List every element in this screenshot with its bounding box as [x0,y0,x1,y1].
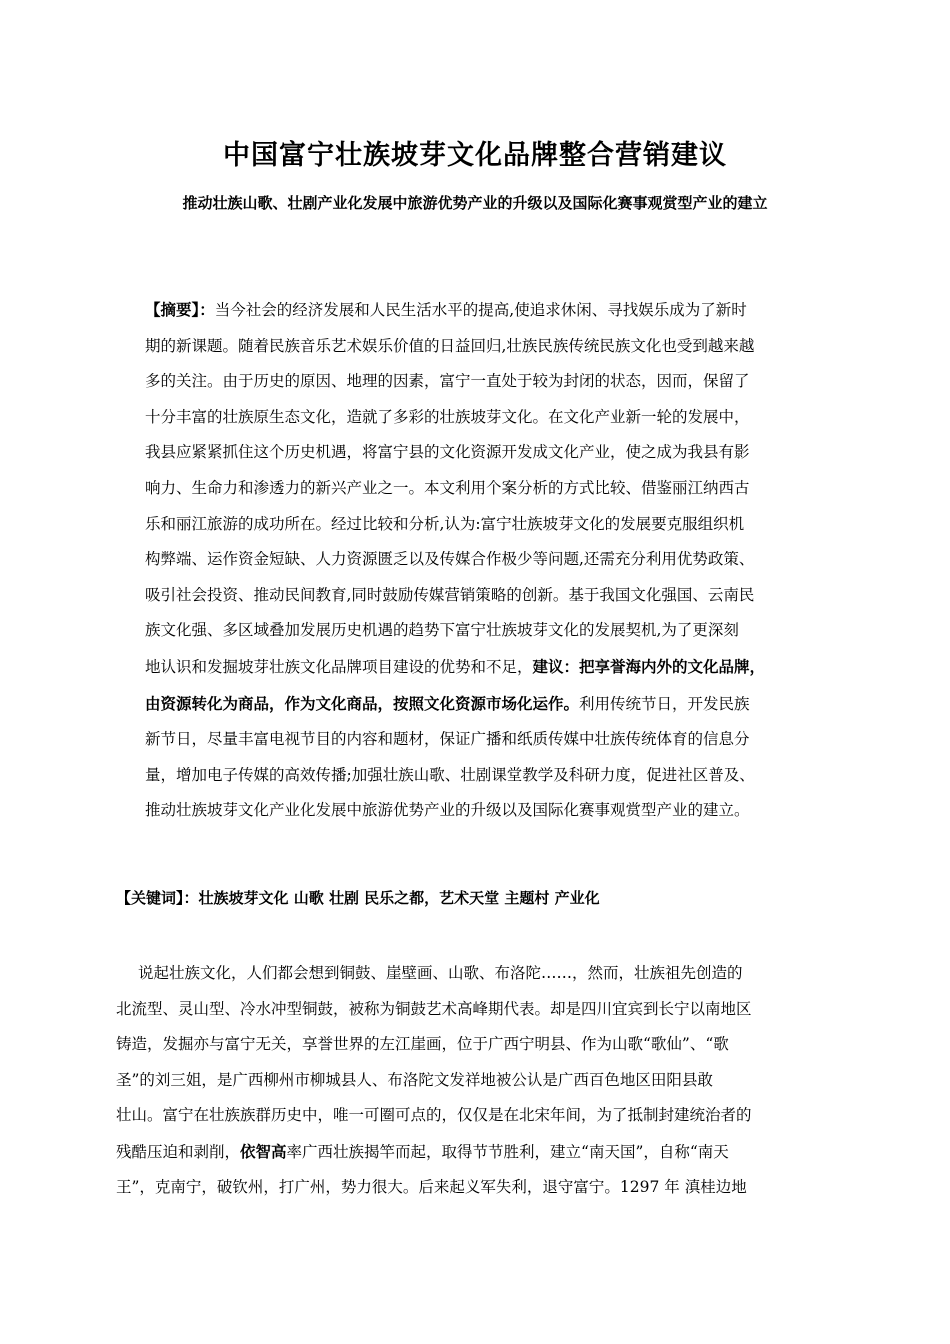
abstract-line: 十分丰富的壮族原生态文化，造就了多彩的壮族坡芽文化。在文化产业新一轮的发展中， [145,407,750,426]
abstract-recommendation: 建议：把享誉海内外的文化品牌， [532,656,766,676]
abstract-line: 期的新课题。随着民族音乐艺术娱乐价值的日益回归,壮族民族传统民族文化也受到越来越 [145,336,755,355]
abstract-recommendation: 由资源转化为商品，作为文化商品，按照文化资源市场化运作。 [145,693,580,713]
body-line: 说起壮族文化，人们都会想到铜鼓、崖壁画、山歌、布洛陀……，然而，壮族祖先创造的 [138,964,743,982]
body-bold-name: 依智高 [240,1141,287,1161]
body-line: 圣”的刘三姐，是广西柳州市柳城县人、布洛陀文发祥地被公认是广西百色地区田阳县敢 [116,1070,713,1089]
body-line: 壮山。富宁在壮族族群历史中，唯一可圈可点的，仅仅是在北宋年间，为了抵制封建统治者的 [116,1106,752,1124]
abstract-line: 响力、生命力和渗透力的新兴产业之一。本文利用个案分析的方式比较、借鉴丽江纳西古 [145,478,750,497]
abstract-line: 地认识和发掘坡芽壮族文化品牌项目建设的优势和不足，建议：把享誉海内外的文化品牌， [145,656,766,676]
body-paragraph [116,956,836,1206]
abstract-line: 族文化强、多区域叠加发展历史机遇的趋势下富宁壮族坡芽文化的发展契机,为了更深刻 [145,621,739,640]
abstract-label: 【摘要】： [145,300,215,319]
abstract-line: 多的关注。由于历史的原因、地理的因素，富宁一直处于较为封闭的状态，因而，保留了 [145,372,750,391]
abstract-line: 吸引社会投资、推动民间教育,同时鼓励传媒营销策略的创新。基于我国文化强国、云南民 [145,585,755,604]
body-line: 北流型、灵山型、冷水冲型铜鼓，被称为铜鼓艺术高峰期代表。却是四川宜宾到长宁以南地区 [116,999,752,1018]
body-line: 残酷压迫和剥削，依智高率广西壮族揭竿而起，取得节节胜利，建立“南天国”，自称“南天 [116,1141,729,1161]
abstract-line: 推动壮族坡芽文化产业化发展中旅游优势产业的升级以及国际化赛事观赏型产业的建立。 [145,801,750,820]
abstract-line: 新节日，尽量丰富电视节目的内容和题材，保证广播和纸质传媒中壮族传统体育的信息分 [145,730,750,749]
abstract-line: 由资源转化为商品，作为文化商品，按照文化资源市场化运作。利用传统节日，开发民族 [145,693,750,713]
abstract-line: 量，增加电子传媒的高效传播;加强壮族山歌、壮剧课堂教学及科研力度，促进社区普及、 [145,765,755,784]
abstract-line: 构弊端、运作资金短缺、人力资源匮乏以及传媒合作极少等问题,还需充分利用优势政策、 [145,550,755,569]
keywords-label: 【关键词】： [116,889,199,907]
body-line: 铸造，发掘亦与富宁无关，享誉世界的左江崖画，位于广西宁明县、作为山歌“歌仙”、“歌 [116,1035,729,1053]
abstract-line: 【摘要】：当今社会的经济发展和人民生活水平的提高,使追求休闲、寻找娱乐成为了新时 [145,300,747,319]
abstract-line: 乐和丽江旅游的成功所在。经过比较和分析,认为:富宁壮族坡芽文化的发展要克服组织机 [145,514,745,533]
abstract-section [145,292,805,829]
document-subtitle: 推动壮族山歌、壮剧产业化发展中旅游优势产业的升级以及国际化赛事观赏型产业的建立 [182,194,768,212]
document-title: 中国富宁壮族坡芽文化品牌整合营销建议 [223,140,727,171]
keywords-section [116,887,836,908]
body-line: 王”，克南宁，破钦州，打广州，势力很大。后来起义军失利，退守富宁。1297 年 滇桂边地 [116,1178,747,1196]
keywords-text: 壮族坡芽文化 山歌 壮剧 民乐之都，艺术天堂 主题村 产业化 [198,889,600,907]
abstract-line: 我县应紧紧抓住这个历史机遇，将富宁县的文化资源开发成文化产业，使之成为我县有影 [145,443,750,462]
